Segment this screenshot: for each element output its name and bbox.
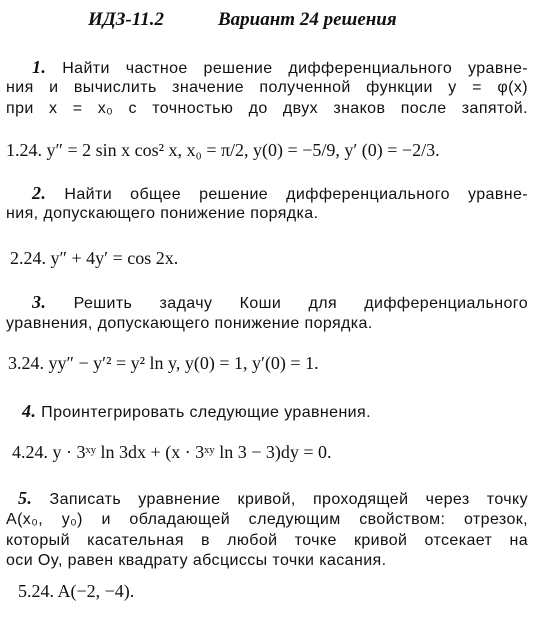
task1-line3: при x = x₀ с точностью до двух знаков после запятой. (6, 100, 528, 117)
task5-equation: 5.24. A(−2, −4). (18, 581, 135, 601)
task5-line2: A(x₀, y₀) и обладающей следующим свойством: отрезок, (6, 511, 528, 528)
task3-equation: 3.24. yy″ − y′² = y² ln y, y(0) = 1, y′(0) = 1. (8, 353, 319, 373)
task5-line4: оси Oy, равен квадрату абсциссы точки касания. (6, 552, 387, 569)
task2-equation: 2.24. y″ + 4y′ = cos 2x. (10, 248, 179, 268)
task1-line1: 1. Найти частное решение дифференциального уравне- (32, 57, 528, 77)
task2-line1: 2. Найти общее решение дифференциального уравне- (32, 183, 528, 203)
task5-number: 5. (18, 488, 33, 508)
task5-line3: который касательная в любой точке кривой отсекает на (6, 532, 528, 549)
task5-line1: 5. Записать уравнение кривой, проходящей через точку (18, 488, 528, 508)
task2-line2: ния, допускающего понижение порядка. (6, 205, 319, 222)
task1-equation: 1.24. y″ = 2 sin x cos² x, x₀ = π/2, y(0) = −5/9, y′ (0) = −2/3. (6, 140, 440, 160)
variant-title: Вариант 24 решения (218, 9, 397, 30)
task2-number: 2. (32, 183, 47, 203)
document-title: ИДЗ-11.2 (88, 9, 164, 30)
task3-number: 3. (32, 292, 47, 312)
task3-line2: уравнения, допускающего понижение порядка. (6, 315, 373, 332)
task1-line2: ния и вычислить значение полученной функции y = φ(x) (6, 79, 528, 96)
task1-number: 1. (32, 57, 47, 77)
task4-number: 4. (22, 401, 37, 421)
task4-line1: 4. Проинтегрировать следующие уравнения. (22, 401, 371, 421)
task3-line1: 3. Решить задачу Коши для дифференциального (32, 292, 528, 312)
task4-equation: 4.24. y · 3ˣʸ ln 3dx + (x · 3ˣʸ ln 3 − 3)dy = 0. (12, 442, 332, 462)
